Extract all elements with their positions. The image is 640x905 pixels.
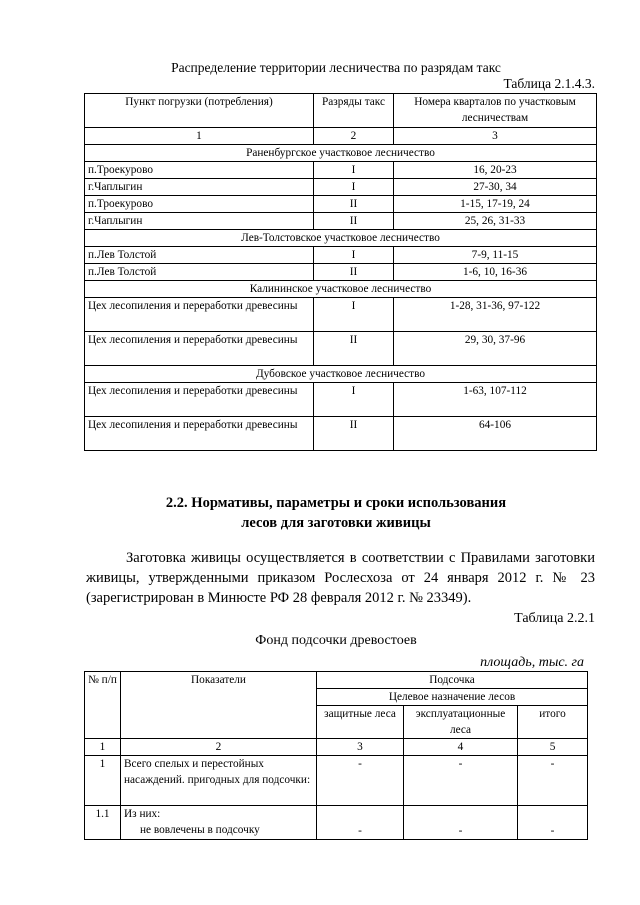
table-row <box>85 383 597 417</box>
indicator-cell: Всего спелых и перестойных насаждений. пригодных для подсочки: <box>121 756 317 806</box>
quarters-cell: 1-63, 107-112 <box>394 383 597 417</box>
quarters-cell: 29, 30, 37-96 <box>394 332 597 366</box>
loading-point-cell: Цех лесопиления и переработки древесины <box>85 383 314 417</box>
header-cell: Номера кварталов по участковым лесничествам <box>394 94 597 128</box>
table-header-row <box>85 94 597 128</box>
header-cell: Показатели <box>121 672 317 739</box>
table-row <box>85 213 597 230</box>
tax-grade-cell: II <box>314 213 394 230</box>
table-label: Таблица 2.1.4.3. <box>503 76 595 91</box>
loading-point-cell: п.Лев Толстой <box>85 247 314 264</box>
tax-grade-cell: I <box>314 179 394 196</box>
column-number-row <box>85 739 588 756</box>
table-row <box>85 247 597 264</box>
loading-point-cell: г.Чаплыгин <box>85 179 314 196</box>
section-name-cell: Лев-Толстовское участковое лесничество <box>85 230 597 247</box>
header-cell: Разряды такс <box>314 94 394 128</box>
column-number-cell: 5 <box>518 739 588 756</box>
tapping-fund-table <box>84 671 588 840</box>
section-row <box>85 366 597 383</box>
header-cell: № п/п <box>85 672 121 739</box>
quarters-cell: 1-6, 10, 16-36 <box>394 264 597 281</box>
header-cell: итого <box>518 706 588 739</box>
table-row <box>85 162 597 179</box>
table-row <box>85 264 597 281</box>
tax-grade-cell: I <box>314 247 394 264</box>
loading-point-cell: п.Лев Толстой <box>85 264 314 281</box>
table-title: Распределение территории лесничества по разрядам такс <box>171 60 501 75</box>
tax-grade-cell: II <box>314 332 394 366</box>
table-header-row <box>85 672 588 689</box>
column-number-cell: 3 <box>394 128 597 145</box>
table-row <box>85 417 597 451</box>
table-row <box>85 332 597 366</box>
loading-point-cell: г.Чаплыгин <box>85 213 314 230</box>
quarters-cell: 27-30, 34 <box>394 179 597 196</box>
table-unit: площадь, тыс. га <box>480 655 584 670</box>
row-number-cell: 1 <box>85 756 121 806</box>
quarters-cell: 16, 20-23 <box>394 162 597 179</box>
table-row <box>85 179 597 196</box>
table-label: Таблица 2.2.1 <box>514 611 595 626</box>
loading-point-cell: п.Троекурово <box>85 162 314 179</box>
value-cell: - <box>404 806 518 840</box>
tax-grade-cell: II <box>314 417 394 451</box>
section-row <box>85 145 597 162</box>
value-cell: - <box>317 806 404 840</box>
header-cell: Пункт погрузки (потребления) <box>85 94 314 128</box>
column-number-cell: 2 <box>121 739 317 756</box>
header-cell: Целевое назначение лесов <box>317 689 588 706</box>
indicator-cell: Из них: не вовлечены в подсочку <box>121 806 317 840</box>
tax-grade-cell: II <box>314 196 394 213</box>
row-number-cell: 1.1 <box>85 806 121 840</box>
quarters-cell: 1-28, 31-36, 97-122 <box>394 298 597 332</box>
column-number-cell: 3 <box>317 739 404 756</box>
column-number-cell: 1 <box>85 128 314 145</box>
column-number-cell: 2 <box>314 128 394 145</box>
value-cell: - <box>317 756 404 806</box>
column-number-row <box>85 128 597 145</box>
quarters-cell: 7-9, 11-15 <box>394 247 597 264</box>
tax-grade-cell: I <box>314 383 394 417</box>
header-cell: эксплуатационные леса <box>404 706 518 739</box>
quarters-cell: 1-15, 17-19, 24 <box>394 196 597 213</box>
section-name-cell: Калининское участковое лесничество <box>85 281 597 298</box>
table-title: Фонд подсочки древостоев <box>255 633 417 648</box>
section-name-cell: Дубовское участковое лесничество <box>85 366 597 383</box>
loading-point-cell: п.Троекурово <box>85 196 314 213</box>
column-number-cell: 4 <box>404 739 518 756</box>
value-cell: - <box>518 756 588 806</box>
tax-grade-cell: II <box>314 264 394 281</box>
value-cell: - <box>404 756 518 806</box>
section-row <box>85 230 597 247</box>
section-paragraph: Заготовка живицы осуществляется в соответствии с Правилами заготовки живицы, утвержденными приказом Рослесхоза от 24 января 2012 г. № 23 (зарегистрирован в Минюсте РФ 28 февраля 2012 г. № 23349). <box>86 550 595 606</box>
quarters-cell: 64-106 <box>394 417 597 451</box>
section-row <box>85 281 597 298</box>
value-cell: - <box>518 806 588 840</box>
table-row <box>85 196 597 213</box>
header-cell: защитные леса <box>317 706 404 739</box>
territory-distribution-table <box>84 93 597 451</box>
section-heading: 2.2. Нормативы, параметры и сроки использования лесов для заготовки живицы <box>165 495 507 531</box>
loading-point-cell: Цех лесопиления и переработки древесины <box>85 417 314 451</box>
table-row <box>85 806 588 840</box>
table-row <box>85 298 597 332</box>
column-number-cell: 1 <box>85 739 121 756</box>
tax-grade-cell: I <box>314 298 394 332</box>
loading-point-cell: Цех лесопиления и переработки древесины <box>85 332 314 366</box>
loading-point-cell: Цех лесопиления и переработки древесины <box>85 298 314 332</box>
table-row <box>85 756 588 806</box>
quarters-cell: 25, 26, 31-33 <box>394 213 597 230</box>
section-name-cell: Раненбургское участковое лесничество <box>85 145 597 162</box>
tax-grade-cell: I <box>314 162 394 179</box>
header-cell: Подсочка <box>317 672 588 689</box>
